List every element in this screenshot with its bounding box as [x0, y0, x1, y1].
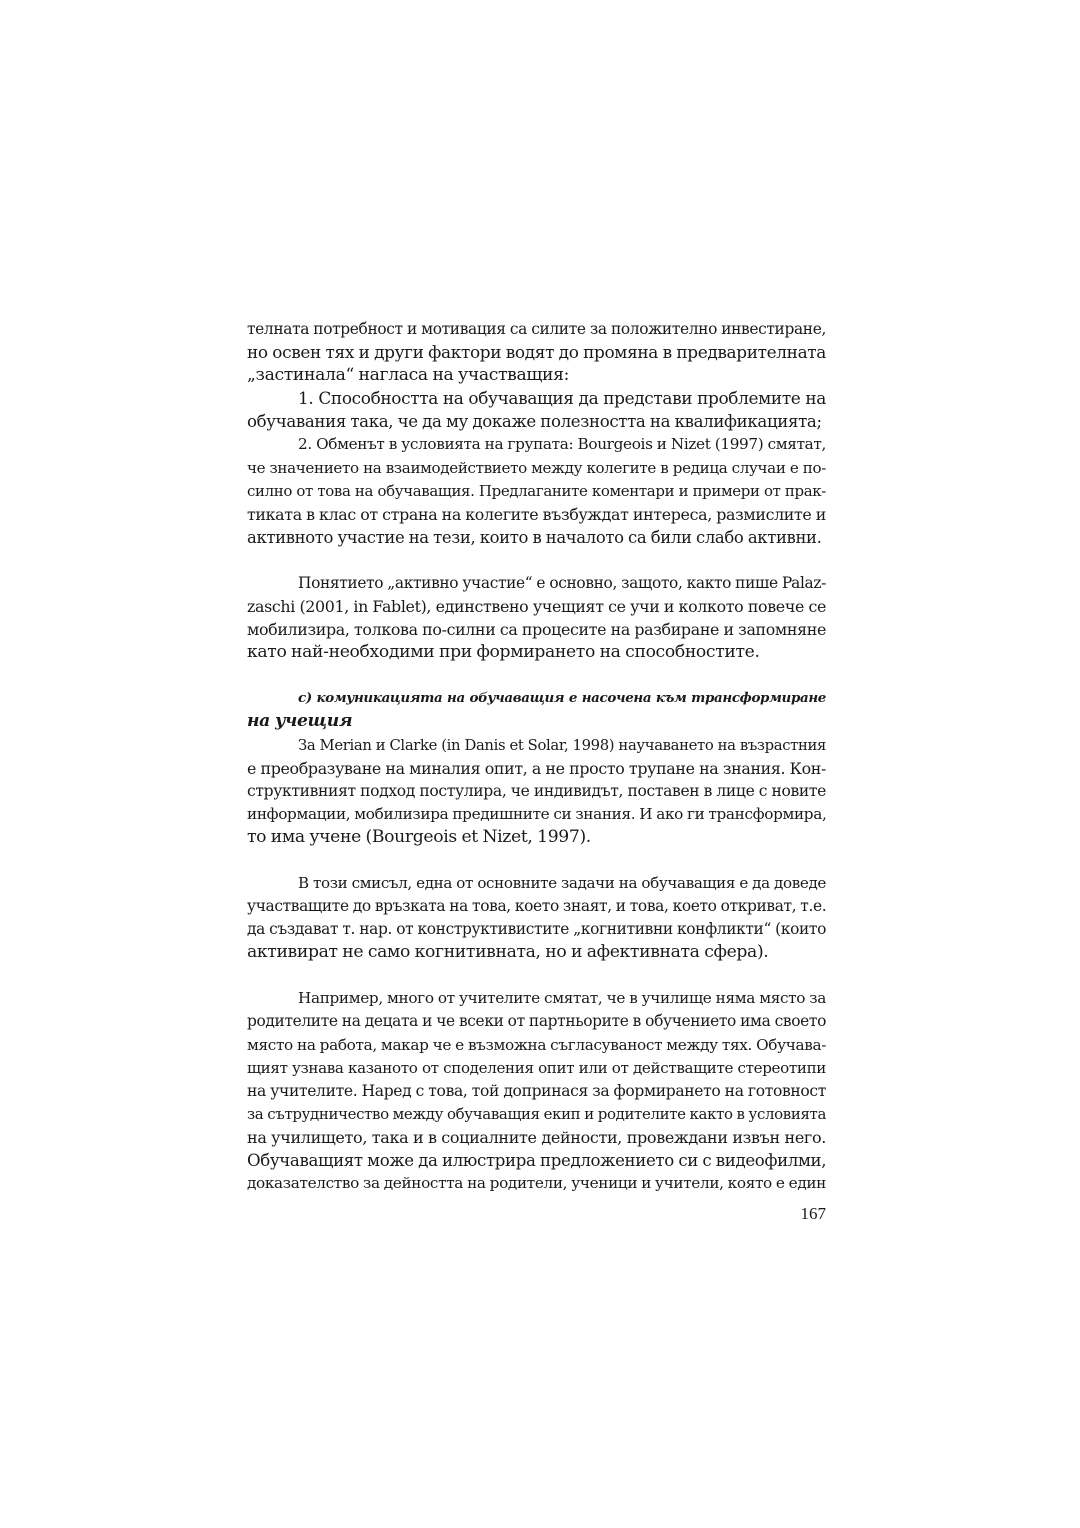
text-line: то има учене (Bourgeois et Nizet, 1997). [247, 826, 591, 847]
text-line: родителите на децата и че всеки от партньорите в обучението има своето [247, 1012, 826, 1031]
text-line: да създават т. нар. от конструктивистите „когнитивни конфликти“ (които [247, 920, 826, 939]
paragraph [247, 387, 826, 433]
text-line: телната потребност и мотивация са силите за положително инвестиране, [247, 320, 826, 338]
text-line: щият узнава казаното от споделения опит или от действащите стереотипи [247, 1058, 826, 1077]
paragraph-gap [247, 664, 826, 687]
heading-line: c) комуникацията на обучаващия е насочена към трансформиране [298, 690, 826, 707]
page-text-body [247, 318, 826, 1195]
text-line: като най-необходими при формирането на способностите. [247, 642, 760, 663]
text-line: на учителите. Наред с това, той допринася за формирането на готовност [247, 1081, 826, 1100]
paragraph [247, 872, 826, 964]
paragraph-gap [247, 964, 826, 987]
paragraph [247, 987, 826, 1195]
text-line: доказателство за дейността на родители, ученици и учители, която е един [247, 1174, 826, 1193]
text-line: но освен тях и други фактори водят до промяна в предварителната [247, 342, 826, 363]
text-line: 2. Обменът в условията на групата: Bourgeois и Nizet (1997) смятат, [298, 435, 826, 454]
text-line: обучавания така, че да му докаже полезността на квалификацията; [247, 412, 822, 432]
paragraph [247, 734, 826, 849]
text-line: Понятието „активно участие“ е основно, защото, както пише Palaz- [298, 573, 826, 592]
paragraph-gap [247, 549, 826, 572]
text-line: Например, много от учителите смятат, че в училище няма място за [298, 989, 826, 1008]
text-line: В този смисъл, една от основните задачи на обучаващия е да доведе [298, 873, 826, 892]
text-line: За Merian и Clarke (in Danis et Solar, 1998) научаването на възрастния [298, 736, 826, 754]
page-number: 167 [800, 1204, 826, 1223]
text-line: Обучаващият може да илюстрира предложението си с видеофилми, [247, 1151, 827, 1170]
text-line: силно от това на обучаващия. Предлаганите коментари и примери от прак- [247, 481, 826, 500]
text-line: участващите до връзката на това, което знаят, и това, което откриват, т.е. [247, 897, 827, 916]
text-line: за сътрудничество между обучаващия екип и родителите както в условията [247, 1104, 826, 1123]
text-line: zaschi (2001, in Fablet), единствено учещият се учи и колкото повече се [247, 597, 826, 617]
text-line: структивният подход постулира, че индивидът, поставен в лице с новите [247, 781, 826, 800]
heading-line: на учещия [247, 711, 353, 732]
paragraph-gap [247, 849, 826, 872]
paragraph [247, 572, 826, 664]
text-line: че значението на взаимодействието между колегите в редица случаи е по- [247, 458, 826, 477]
text-line: активното участие на тези, които в началото са били слабо активни. [247, 527, 822, 547]
paragraph [247, 433, 826, 548]
text-line: място на работа, макар че е възможна съгласуваност между тях. Обучава- [247, 1035, 826, 1054]
section-heading [247, 687, 826, 733]
text-line: тиката в клас от страна на колегите възбуждат интереса, размислите и [247, 504, 826, 524]
text-line: информации, мобилизира предишните си знания. И ако ги трансформира, [247, 804, 827, 823]
text-line: е преобразуване на миналия опит, а не просто трупане на знания. Кон- [247, 758, 826, 778]
text-line: мобилизира, толкова по-силни са процесите на разбиране и запомняне [247, 620, 826, 640]
text-line: 1. Способността на обучаващия да представи проблемите на [298, 388, 826, 409]
text-line: активират не само когнитивната, но и афективната сфера). [247, 942, 769, 963]
text-line: на училището, така и в социалните дейности, провеждани извън него. [247, 1127, 826, 1147]
text-line: „застинала“ нагласа на участващия: [247, 365, 570, 386]
paragraph [247, 318, 826, 387]
